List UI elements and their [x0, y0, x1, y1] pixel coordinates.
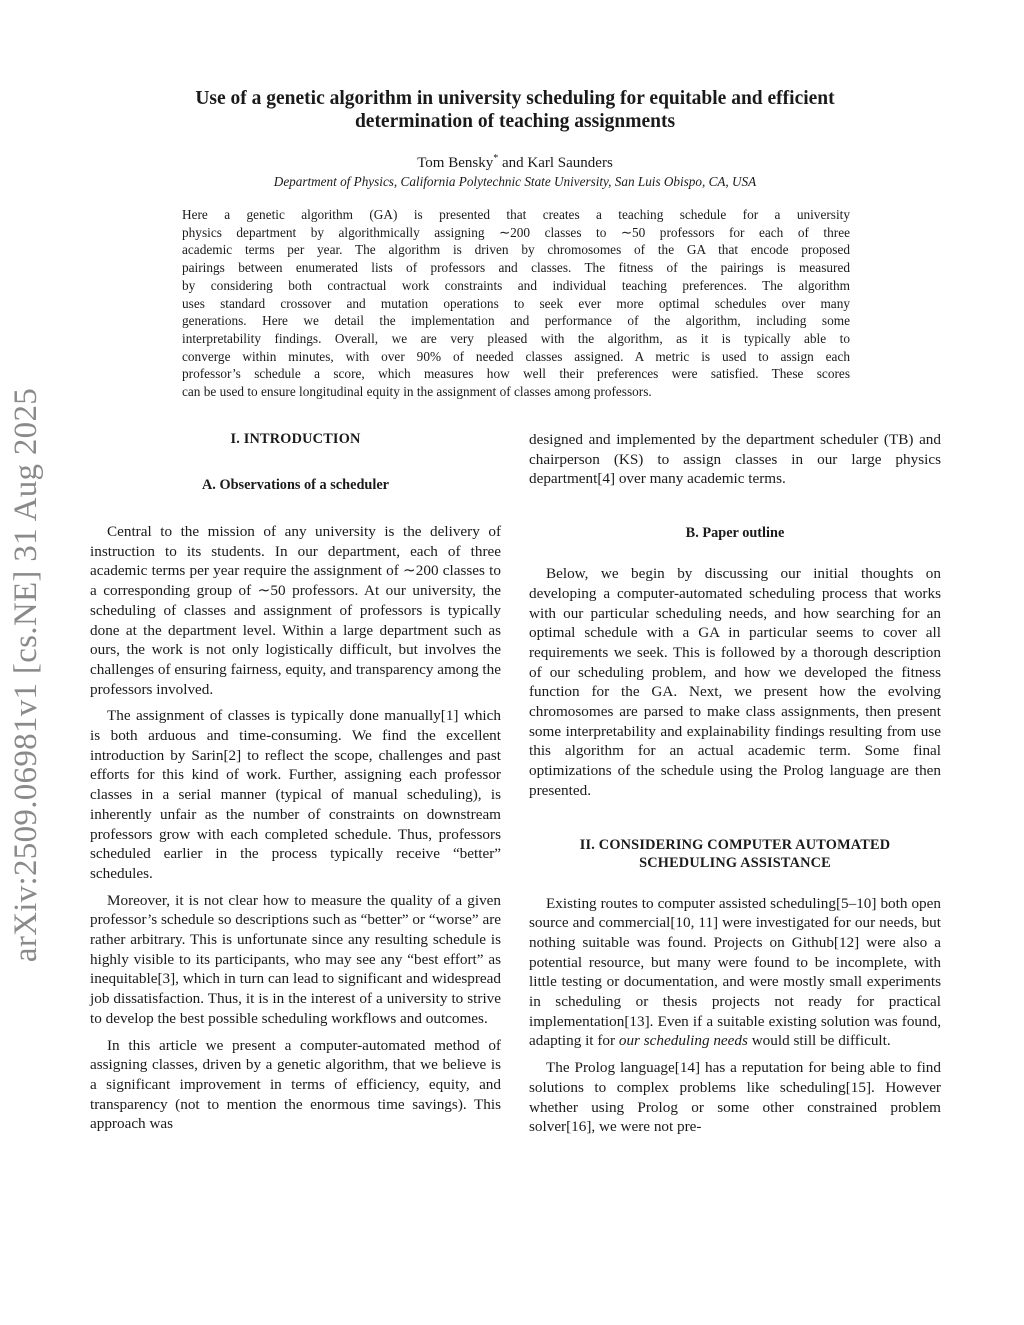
- left-column: [90, 430, 501, 1141]
- abstract-line: academic terms per year. The algorithm is driven by chromosomes of the GA that encode proposed: [182, 242, 850, 258]
- abstract-line: generations. Here we detail the implementation and performance of the algorithm, including some: [182, 313, 850, 329]
- subsection-heading-paper-outline: B. Paper outline: [685, 525, 785, 542]
- paragraph-prolog: The Prolog language[14] has a reputation for being able to find solutions to complex problems like scheduling[15]. However whether using Prolog or some other constrained problem solver[16], we were not pre-: [529, 1059, 941, 1136]
- paragraph-paper-outline: Below, we begin by discussing our initial thoughts on developing a computer-automated scheduling process that works with our particular scheduling needs, and how searching for an optimal schedule with a GA in particular seems to cover all requirements we seek. This is followed by a thorough description of our scheduling problem, and how we developed the fitness function for the GA. Next, we present how the evolving chromosomes are parsed to make class assignments, then present some interpretability and explainability findings resulting from use this algorithm for an actual academic term. Some final optimizations of the schedule using the Prolog language are then presented.: [529, 565, 941, 799]
- section-heading-line-2: SCHEDULING ASSISTANCE: [639, 854, 831, 871]
- abstract-line: uses standard crossover and mutation operations to seek ever more optimal schedules over many: [182, 295, 850, 311]
- abstract-line: Here a genetic algorithm (GA) is presented that creates a teaching schedule for a university: [182, 207, 850, 222]
- paragraph-intro-4: In this article we present a computer-automated method of assigning classes, driven by a genetic algorithm, that we believe is a significant improvement in terms of efficiency, equity, and transparency (not to mention the enormous time savings). This approach was: [90, 1036, 501, 1133]
- author-affiliation: Department of Physics, California Polytechnic State University, San Luis Obispo, CA, USA: [273, 174, 757, 189]
- abstract: [182, 206, 850, 401]
- abstract-line: interpretability findings. Overall, we are very pleased with the algorithm, as it is typically able to: [182, 330, 850, 346]
- paragraph-intro-2: The assignment of classes is typically done manually[1] which is both arduous and time-consuming. We find the excellent introduction by Sarin[2] to reflect the scope, challenges and past efforts for this kind of work. Further, assigning each professor classes in a serial manner (typical of manual scheduling), is inherently unfair as the number of constraints on downstream professors grow with each completed schedule. Thus, professors scheduled earlier in the process typically receive “better” schedules.: [90, 707, 501, 882]
- arxiv-identifier-stamp: arXiv:2509.06981v1 [cs.NE] 31 Aug 2025: [8, 387, 44, 963]
- paper-title: [120, 87, 910, 133]
- abstract-line: can be used to ensure longitudinal equity in the assignment of classes among professors.: [182, 384, 652, 400]
- abstract-line: by considering both contractual work constraints and individual teaching preferences. The algorithm: [182, 277, 850, 293]
- abstract-line: converge within minutes, with over 90% of needed classes assigned. A metric is used to assign each: [182, 348, 850, 364]
- author-list: [120, 154, 910, 172]
- right-column: [529, 430, 941, 1144]
- section-heading-computer-automated: [529, 836, 941, 872]
- abstract-line: physics department by algorithmically assigning ∼200 classes to ∼50 professors for each of three: [182, 224, 850, 240]
- title-line-1: Use of a genetic algorithm in university scheduling for equitable and efficient: [195, 88, 835, 109]
- author-saunders: and Karl Saunders: [498, 155, 613, 171]
- section-heading-line-1: II. CONSIDERING COMPUTER AUTOMATED: [579, 836, 891, 853]
- abstract-line: pairings between enumerated lists of professors and classes. The fitness of the pairings is measured: [182, 260, 850, 276]
- paragraph-existing-routes: [529, 894, 941, 1052]
- subsection-heading-observations: A. Observations of a scheduler: [201, 477, 390, 493]
- title-line-2: determination of teaching assignments: [354, 111, 676, 132]
- corresponding-author-mark: *: [493, 153, 499, 164]
- existing-routes-emphasis: our scheduling needs: [618, 1032, 748, 1050]
- paragraph-intro-3: Moreover, it is not clear how to measure the quality of a given professor’s schedule so descriptions such as “better” or “worse” are rather arbitrary. This is unfortunate since any resulting schedule is highly visible to its participants, who may see any “best effort” as inequitable[3], which in turn can lead to significant and widespread job dissatisfaction. Thus, it is in the interest of a university to strive to develop the best possible scheduling workflows and outcomes.: [90, 891, 501, 1027]
- existing-routes-text-b: would still be difficult.: [747, 1032, 891, 1050]
- abstract-line: professor’s schedule a score, which measures how well their preferences were satisfied. These scores: [182, 366, 850, 382]
- paragraph-intro-1: Central to the mission of any university is the delivery of instruction to its students. In our department, each of three academic terms per year require the assignment of ∼200 classes to a corresponding group of ∼50 professors. At our university, the scheduling of classes and assignment of professors is typically done at the department level. Within a large department such as ours, the work is not only logistically difficult, but involves the challenges of ensuring fairness, equity, and transparency among the professors involved.: [90, 523, 501, 698]
- paragraph-intro-continued: designed and implemented by the department scheduler (TB) and chairperson (KS) to assign classes in our large physics department[4] over many academic terms.: [529, 431, 941, 488]
- author-bensky: Tom Bensky: [417, 155, 494, 171]
- section-heading-introduction: I. INTRODUCTION: [230, 431, 361, 447]
- existing-routes-text-a: Existing routes to computer assisted scheduling[5–10] both open source and commercial[10, 11] were investigated for our needs, but nothing suitable was found. Projects on Github[12] were also a potential resource, but many were found to be incomplete, with little testing or documentation, and were mostly small experiments in scheduling or thesis projects not ready for practical implementation[13]. Even if a suitable existing solution was found, adapting it for: [529, 894, 941, 1050]
